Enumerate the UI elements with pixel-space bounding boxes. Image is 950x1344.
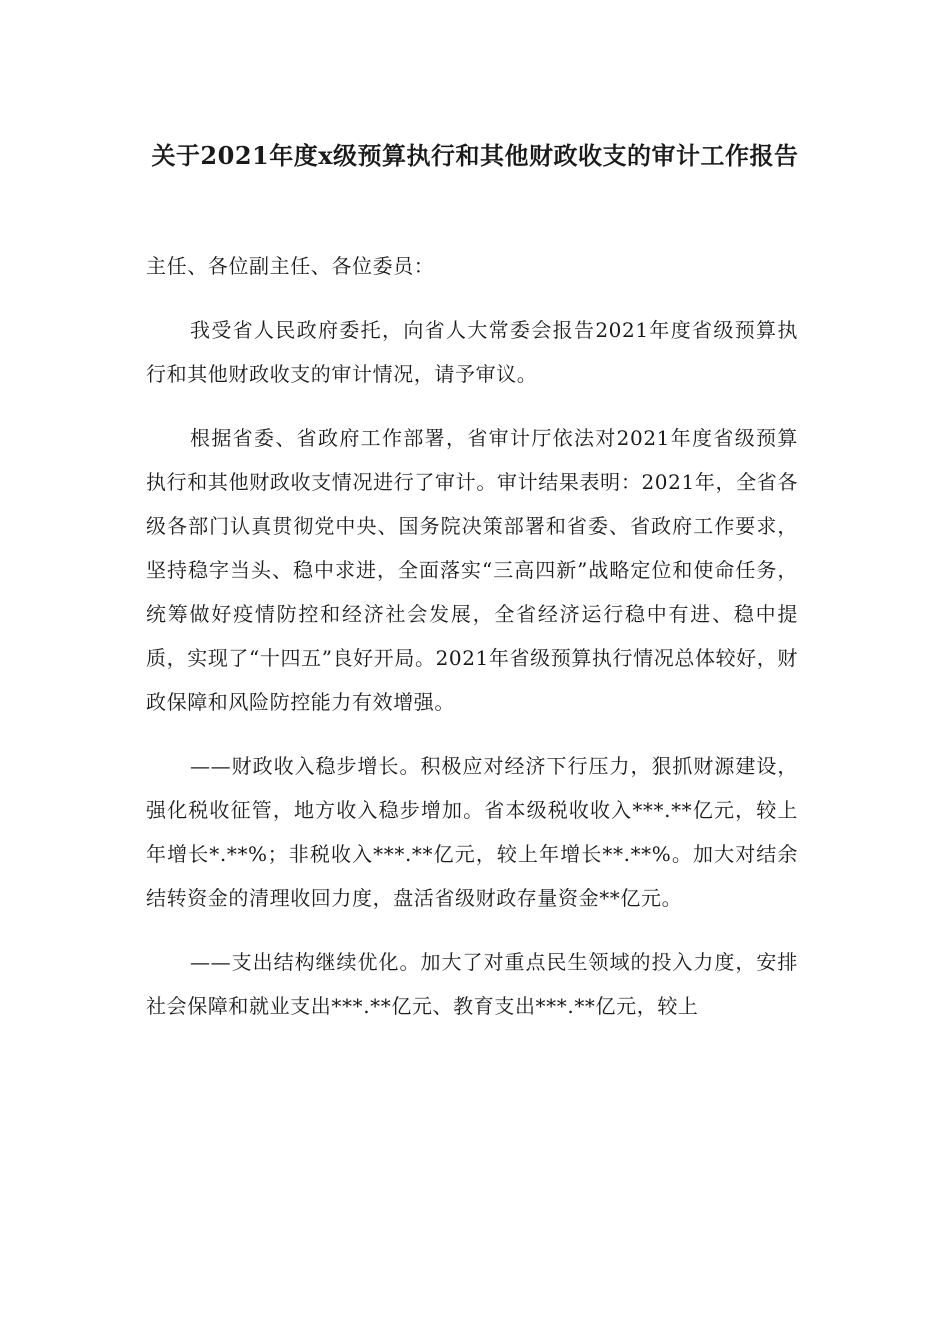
paragraph-expenditure-structure: ——支出结构继续优化。加大了对重点民生领域的投入力度，安排社会保障和就业支出***.**亿元、教育支出***.**亿元，较上 — [146, 950, 798, 1018]
salutation: 主任、各位副主任、各位委员： — [146, 254, 435, 278]
document-title: 关于2021年度x级预算执行和其他财政收支的审计工作报告 — [151, 141, 799, 170]
document-body — [146, 244, 798, 1048]
paragraph-revenue-growth: ——财政收入稳步增长。积极应对经济下行压力，狠抓财源建设，强化税收征管，地方收入稳步增加。省本级税收收入***.**亿元，较上年增长*.**%；非税收入***.**亿元，较上年增长**.**%。加大对结余结转资金的清理收回力度，盘活省级财政存量资金**亿元。 — [146, 754, 798, 910]
paragraph-audit-summary: 根据省委、省政府工作部署，省审计厅依法对2021年度省级预算执行和其他财政收支情况进行了审计。审计结果表明：2021年，全省各级各部门认真贯彻党中央、国务院决策部署和省委、省政府工作要求，坚持稳字当头、稳中求进，全面落实“三高四新”战略定位和使命任务，统筹做好疫情防控和经济社会发展，全省经济运行稳中有进、稳中提质，实现了“十四五”良好开局。2021年省级预算执行情况总体较好，财政保障和风险防控能力有效增强。 — [146, 426, 798, 714]
paragraph-intro: 我受省人民政府委托，向省人大常委会报告2021年度省级预算执行和其他财政收支的审计情况，请予审议。 — [146, 318, 798, 386]
